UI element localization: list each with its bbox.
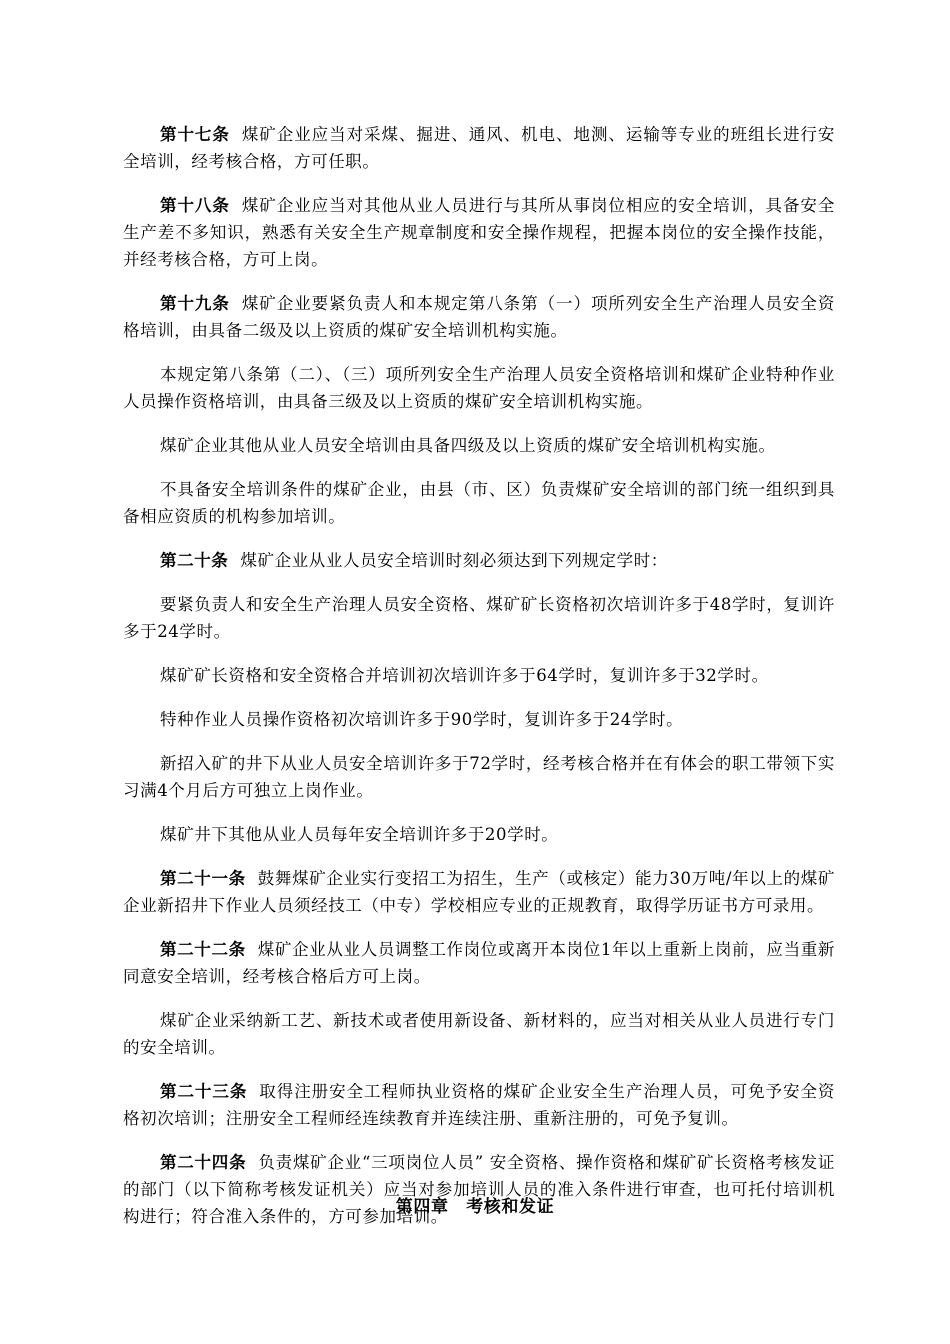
paragraph-text: 煤矿企业其他从业人员安全培训由具备四级及以上资质的煤矿安全培训机构实施。 xyxy=(160,436,776,455)
paragraph-text: 新招入矿的井下从业人员安全培训许多于72学时，经考核合格并在有体会的职工带领下实习满4个月后方可独立上岗作业。 xyxy=(123,754,835,800)
paragraph-text: 煤矿井下其他从业人员每年安全培训许多于20学时。 xyxy=(160,825,559,844)
paragraph-text: 鼓舞煤矿企业实行变招工为招生，生产（或核定）能力30万吨/年以上的煤矿企业新招井下作业人员须经技工（中专）学校相应专业的正规教育，取得学历证书方可录用。 xyxy=(123,869,836,915)
paragraph-19-part-2 xyxy=(123,361,835,415)
paragraph-text: 负责煤矿企业“三项岗位人员” 安全资格、操作资格和煤矿矿长资格考核发证的部门（以下简称考核发证机关）应当对参加培训人员的准入条件进行审查，也可托付培训机构进行；符合准入条件的，方可参加培训。 xyxy=(123,1153,835,1226)
paragraph-18 xyxy=(123,192,835,273)
paragraph-19-part-4 xyxy=(123,476,835,530)
paragraph-21 xyxy=(123,865,835,919)
paragraph-19 xyxy=(123,290,835,344)
article-number: 第二十三条 xyxy=(160,1082,248,1101)
paragraph-20-part-2 xyxy=(123,591,835,645)
paragraph-text: 煤矿企业从业人员调整工作岗位或离开本岗位1年以上重新上岗前，应当重新同意安全培训，经考核合格后方可上岗。 xyxy=(123,940,835,986)
article-number: 第十九条 xyxy=(160,294,230,313)
article-number: 第二十二条 xyxy=(160,940,246,959)
paragraph-text: 煤矿企业应当对其他从业人员进行与其所从事岗位相应的安全培训，具备安全生产差不多知识，熟悉有关安全生产规章制度和安全操作规程，把握本岗位的安全操作技能，并经考核合格，方可上岗。 xyxy=(123,196,835,269)
paragraph-20-part-3 xyxy=(123,662,835,689)
paragraph-20 xyxy=(123,547,835,574)
paragraph-22-part-2 xyxy=(123,1007,835,1061)
document-body xyxy=(123,121,835,1247)
paragraph-text: 特种作业人员操作资格初次培训许多于90学时，复训许多于24学时。 xyxy=(160,710,684,729)
paragraph-text: 煤矿企业采纳新工艺、新技术或者使用新设备、新材料的，应当对相关从业人员进行专门的安全培训。 xyxy=(123,1011,835,1057)
article-number: 第十八条 xyxy=(160,196,230,215)
paragraph-text: 不具备安全培训条件的煤矿企业，由县（市、区）负责煤矿安全培训的部门统一组织到具备相应资质的机构参加培训。 xyxy=(123,480,835,526)
paragraph-text: 煤矿矿长资格和安全资格合并培训初次培训许多于64学时，复训许多于32学时。 xyxy=(160,666,769,685)
paragraph-text: 取得注册安全工程师执业资格的煤矿企业安全生产治理人员，可免予安全资格初次培训；注册安全工程师经连续教育并连续注册、重新注册的，可免予复训。 xyxy=(123,1082,836,1128)
paragraph-text: 本规定第八条第（二）、（三）项所列安全生产治理人员安全资格培训和煤矿企业特种作业人员操作资格培训，由具备三级及以上资质的煤矿安全培训机构实施。 xyxy=(123,365,835,411)
paragraph-20-part-6 xyxy=(123,821,835,848)
paragraph-text: 要紧负责人和安全生产治理人员安全资格、煤矿矿长资格初次培训许多于48学时，复训许多于24学时。 xyxy=(123,595,835,641)
paragraph-23 xyxy=(123,1078,835,1132)
article-number: 第十七条 xyxy=(160,125,230,144)
article-number: 第二十条 xyxy=(160,551,229,570)
paragraph-19-part-3 xyxy=(123,432,835,459)
paragraph-text: 煤矿企业应当对采煤、掘进、通风、机电、地测、运输等专业的班组长进行安全培训，经考核合格，方可任职。 xyxy=(123,125,835,171)
paragraph-22 xyxy=(123,936,835,990)
paragraph-text: 煤矿企业从业人员安全培训时刻必须达到下列规定学时： xyxy=(240,551,668,570)
paragraph-17 xyxy=(123,121,835,175)
article-number: 第二十四条 xyxy=(160,1153,247,1172)
chapter-heading: 第四章 考核和发证 xyxy=(395,1197,555,1217)
article-number: 第二十一条 xyxy=(160,869,246,888)
paragraph-20-part-4 xyxy=(123,706,835,733)
paragraph-24 xyxy=(123,1149,835,1230)
paragraph-20-part-5 xyxy=(123,750,835,804)
paragraph-text: 煤矿企业要紧负责人和本规定第八条第（一）项所列安全生产治理人员安全资格培训，由具备二级及以上资质的煤矿安全培训机构实施。 xyxy=(123,294,835,340)
